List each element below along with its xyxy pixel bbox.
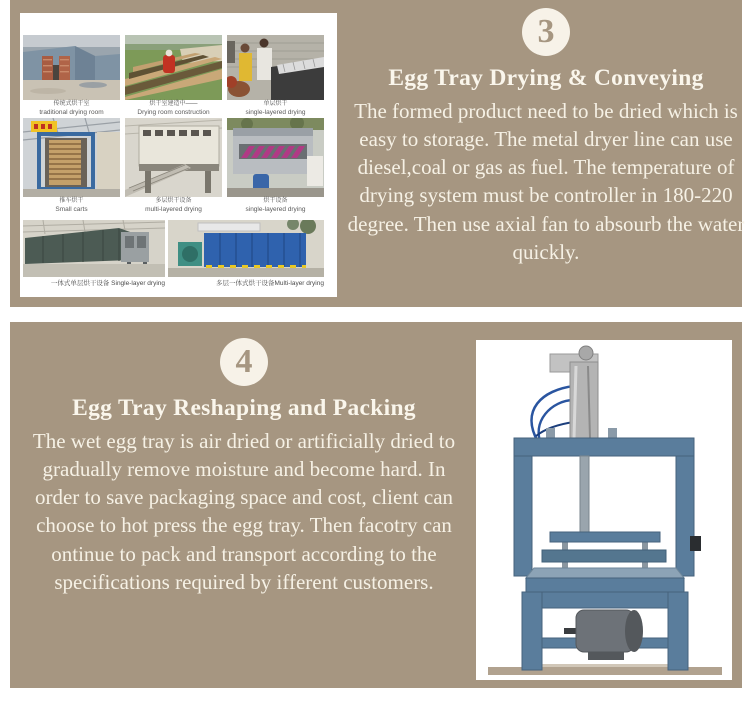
caption-en: single-layered drying (245, 108, 306, 116)
photo-single-layer-drying-line (23, 220, 165, 288)
caption (125, 101, 222, 118)
traditional-drying-room-image (23, 35, 120, 100)
caption-en: Small carts (55, 205, 88, 213)
caption-en: multi-layered drying (145, 205, 202, 213)
photo-drying-room-construction (125, 35, 222, 118)
single-layer-drying-line-image (23, 220, 165, 277)
caption (227, 198, 324, 215)
section-drying-conveying (10, 0, 745, 307)
section-4-body: The wet egg tray is air dried or artificially dried to gradually remove moisture and become hard. In order to save packaging space and cost, client can choose to hot press the egg tray. Then facotry can ontinue to pack and transport according to the specifications required by ifferent customers. (32, 429, 456, 594)
collage-row-2 (23, 118, 334, 215)
caption-zh: 推车烘干 (59, 198, 84, 204)
caption-zh: 传统式烘干室 (53, 101, 90, 107)
section-4-title: Egg Tray Reshaping and Packing (72, 395, 416, 421)
step-3-badge: 3 (522, 8, 570, 56)
photo-single-layer-drying-people (227, 35, 324, 118)
caption (23, 101, 120, 118)
collage-row-3 (23, 220, 334, 288)
small-carts-image (23, 118, 120, 197)
drying-room-construction-image (125, 35, 222, 100)
collage-row-1 (23, 35, 334, 118)
single-layer-drying-people-image (227, 35, 324, 100)
caption (23, 198, 120, 215)
multi-layer-drying-line-image (168, 220, 324, 277)
hot-press-machine-image (476, 340, 732, 680)
step-4-badge: 4 (220, 338, 268, 386)
drying-text-column (338, 8, 750, 266)
caption: 多层一体式烘干设备Multi-layer drying (216, 280, 324, 287)
caption-zh: 烘干设备 (263, 198, 288, 204)
caption-en: Drying room construction (137, 108, 210, 116)
caption-zh: 多层烘干设备 (155, 198, 192, 204)
caption: 一体式单层烘干设备 Single-layer drying (50, 280, 165, 287)
caption-en: single-layered drying (245, 205, 306, 213)
photo-multi-layer-drying (125, 118, 222, 215)
photo-multi-layer-drying-line (168, 220, 324, 288)
reshaping-text-column (18, 338, 470, 596)
photo-hot-press-machine (476, 340, 732, 680)
single-layer-drying-machine-image (227, 118, 324, 197)
caption (125, 198, 222, 215)
section-3-title: Egg Tray Drying & Conveying (388, 65, 704, 91)
section-3-body: The formed product need to be dried which is easy to storage. The metal dryer line can use diesel,coal or gas as fuel. The temperature of drying system must be controller in 180-220 degree. Then use axial fan to absourb the water quickly. (347, 99, 745, 264)
caption (227, 101, 324, 118)
photo-small-carts (23, 118, 120, 215)
drying-photo-collage (20, 13, 337, 297)
multi-layer-drying-image (125, 118, 222, 197)
photo-traditional-drying-room (23, 35, 120, 118)
caption-zh: 烘干室建造中—— (149, 101, 198, 107)
caption-zh: 单层烘干 (263, 101, 288, 107)
photo-single-layer-drying-machine (227, 118, 324, 215)
section-reshaping-packing (10, 322, 742, 688)
caption-en: traditional drying room (39, 108, 104, 116)
